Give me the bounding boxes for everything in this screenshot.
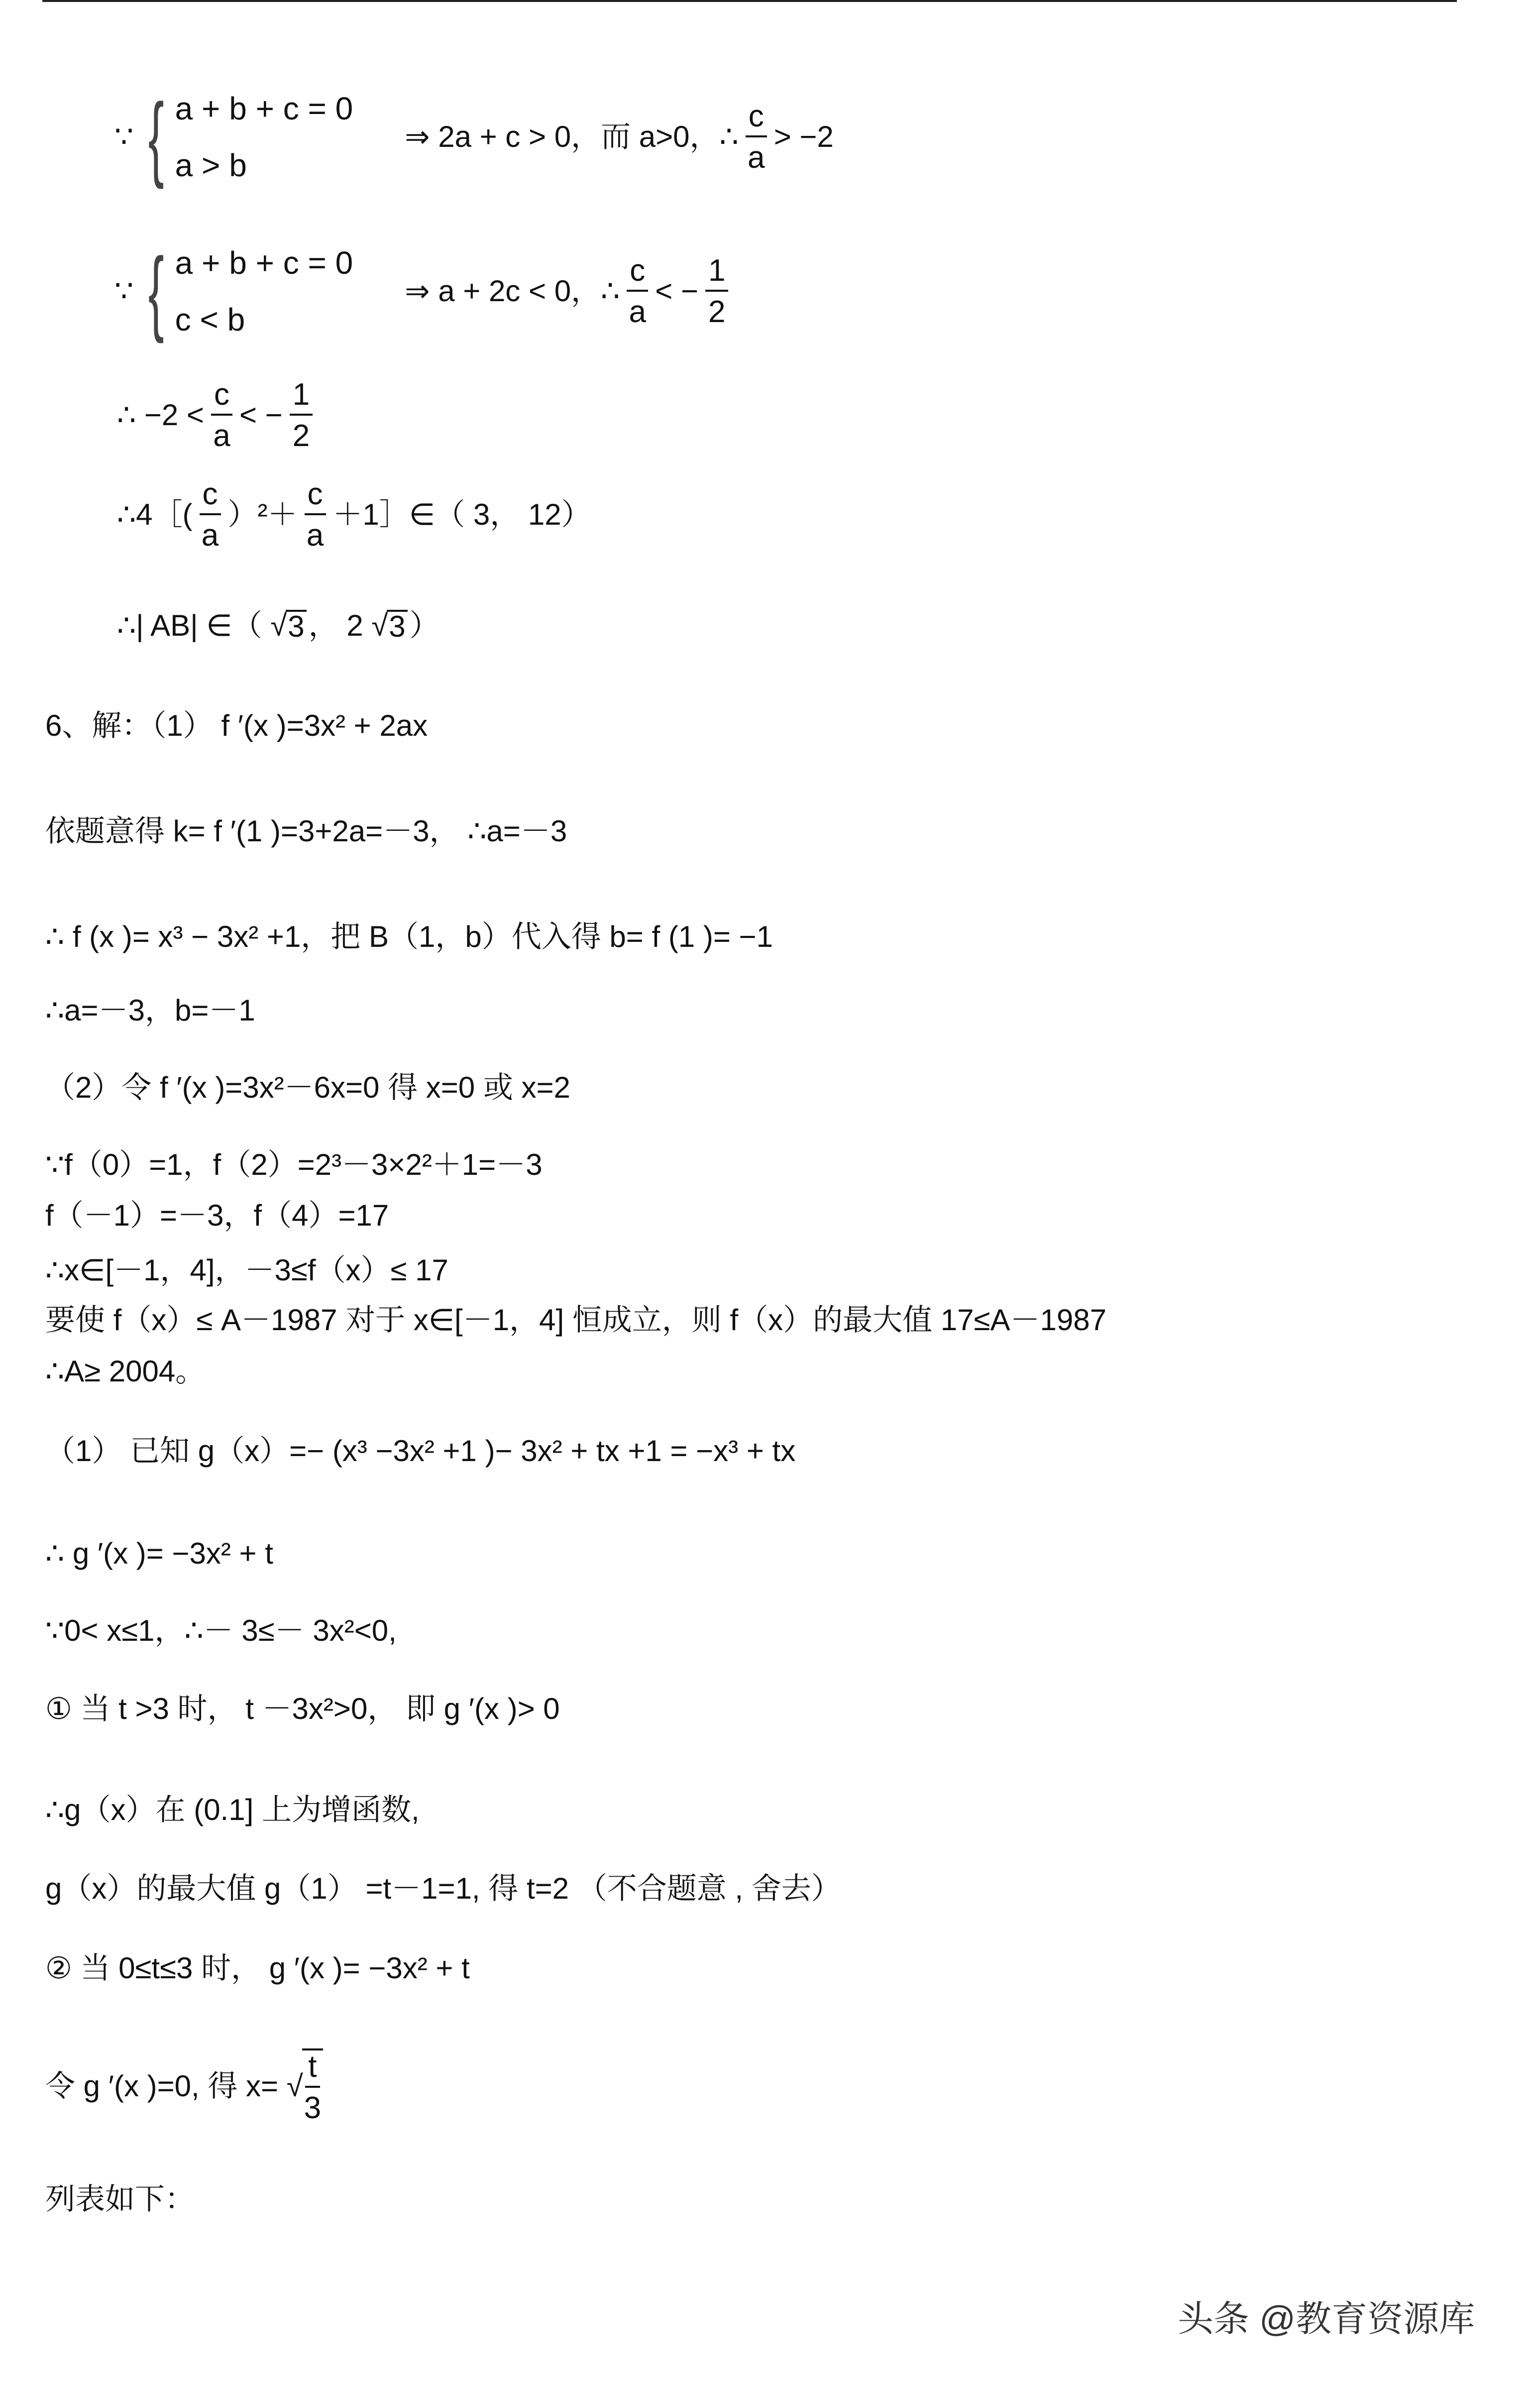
text: ＋1］∈（ 3， 12）: [332, 498, 591, 532]
because-symbol: ∵: [114, 274, 134, 308]
ab-range-line: [117, 610, 440, 642]
sqrt-fraction: $\frac{t}{3}$: [302, 2048, 323, 2124]
equation-system: [140, 238, 353, 344]
text-line: 依题意得 k= f ′(1 )=3+2a=－3， ∴a=－3: [45, 814, 567, 848]
text-line: ② 当 0≤t≤3 时， g ′(x )= −3x² + t: [45, 1951, 470, 1985]
text: < −: [239, 398, 283, 432]
text-line: ① 当 t >3 时， t －3x²>0， 即 g ′(x )> 0: [45, 1692, 560, 1725]
inequality: > −2: [773, 120, 834, 153]
system-line-2: [114, 238, 728, 344]
text: ）²＋: [227, 498, 298, 532]
fraction: $\frac{c}{a}$: [627, 254, 648, 328]
fraction: $\frac{c}{a}$: [200, 478, 221, 552]
text-line: ∴ g ′(x )= −3x² + t: [45, 1537, 273, 1570]
text: ）: [409, 609, 440, 642]
equation: a + b + c = 0: [175, 91, 353, 126]
because-symbol: ∵: [114, 120, 134, 153]
text-line: ∴x∈[－1，4]，－3≤f（x）≤ 17: [45, 1253, 448, 1287]
text: ∴ −2 <: [117, 398, 204, 432]
text-line: ∵f（0）=1，f（2）=2³－3×2²＋1=－3: [45, 1148, 543, 1181]
text-line: f（－1）=－3，f（4）=17: [45, 1199, 389, 1232]
text-line: ∴a=－3，b=－1: [45, 994, 255, 1027]
text-line: ∴g（x）在 (0.1] 上为增函数,: [45, 1793, 420, 1826]
system-line-1: [114, 84, 834, 190]
brace-icon: {: [148, 84, 164, 190]
text-line: （1） 已知 g（x）=− (x³ −3x² +1 )− 3x² + tx +1 = −x³ + tx: [45, 1434, 796, 1468]
inequality: < −: [655, 274, 698, 308]
implication: ⇒ 2a + c > 0，而 a>0，∴: [405, 120, 739, 153]
text-line: ∵0< x≤1，∴－ 3≤－ 3x²<0,: [45, 1614, 397, 1647]
text-line: g（x）的最大值 g（1） =t－1=1, 得 t=2 （不合题意 , 舍去）: [45, 1872, 841, 1905]
solution-heading: 6、解：（1） f ′(x )=3x² + 2ax: [45, 709, 428, 742]
table-intro: 列表如下：: [45, 2182, 195, 2216]
sqrt-radicand: 3: [387, 610, 407, 642]
sqrt-radicand: 3: [286, 610, 306, 642]
implication: ⇒ a + 2c < 0，∴: [405, 274, 620, 308]
root-line: [45, 2048, 323, 2124]
equation: a > b: [175, 147, 247, 183]
expression-line: [117, 478, 591, 552]
text-line: ∴ f (x )= x³ − 3x² +1，把 B（1，b）代入得 b= f (1 )= −1: [45, 920, 773, 953]
fraction: $\frac{c}{a}$: [305, 478, 326, 552]
range-line: [117, 378, 313, 452]
text-line: 要使 f（x）≤ A－1987 对于 x∈[－1，4] 恒成立，则 f（x）的最大值 17≤A－1987: [45, 1303, 1106, 1337]
top-rule: [42, 0, 1457, 2]
brace-icon: {: [148, 238, 164, 344]
equation: c < b: [175, 302, 245, 338]
fraction: $\frac{1}{2}$: [705, 254, 728, 328]
text: ∴4［(: [117, 498, 193, 532]
text: ∴| AB| ∈（ √: [117, 609, 287, 642]
text-line: ∴A≥ 2004。: [45, 1355, 206, 1388]
text: ， 2 √: [308, 609, 388, 642]
text-line: （2）令 f ′(x )=3x²－6x=0 得 x=0 或 x=2: [45, 1071, 570, 1104]
fraction: $\frac{c}{a}$: [746, 100, 767, 174]
fraction: $\frac{c}{a}$: [211, 378, 232, 452]
fraction: $\frac{1}{2}$: [290, 378, 313, 452]
equation: a + b + c = 0: [175, 245, 353, 281]
equation-system: [140, 84, 353, 190]
text: 令 g ′(x )=0, 得 x= √: [45, 2069, 303, 2103]
watermark: 头条 @教育资源库: [1178, 2299, 1475, 2339]
